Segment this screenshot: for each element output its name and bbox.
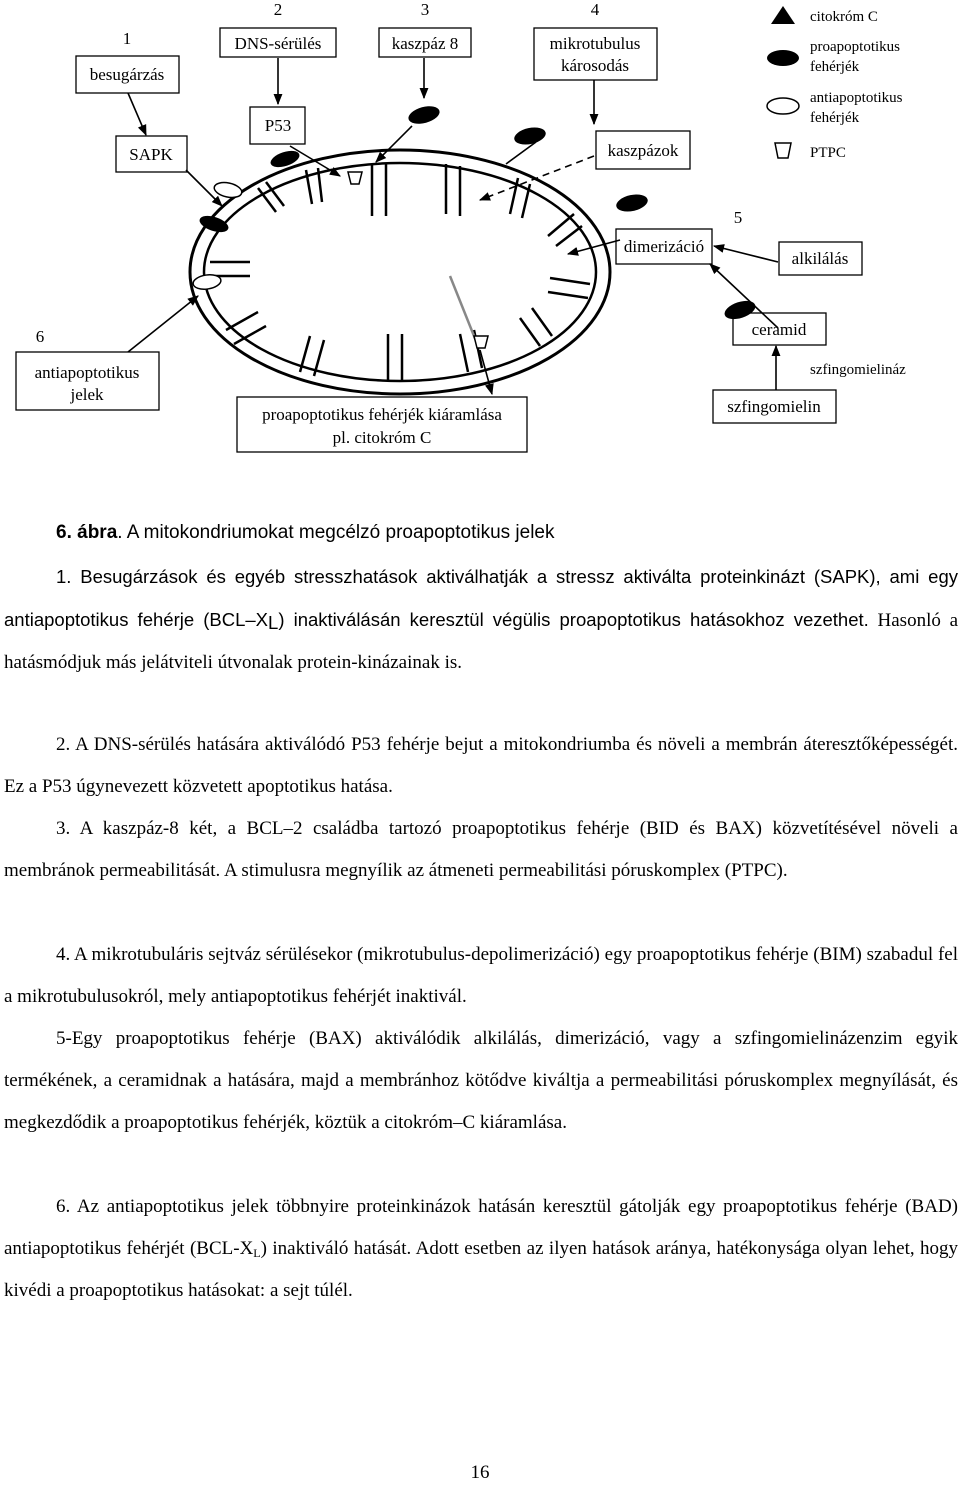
paragraph-6 bbox=[4, 1186, 958, 1312]
p2-text: 2. A DNS-sérülés hatására aktiválódó P53 fehérje bejut a mitokondriumba és növeli a membrán áteresztőképességét. Ez a P53 úgynevezett közvetett apoptotikus hatása. bbox=[4, 734, 958, 797]
box-dimerizacio: dimerizáció bbox=[623, 237, 705, 256]
box-p53: P53 bbox=[264, 116, 292, 135]
paragraph-3 bbox=[4, 808, 958, 892]
box-mikrotubulus: mikrotubulus bbox=[549, 34, 641, 53]
proapoptotic-protein-icon bbox=[198, 103, 758, 322]
box-sapk: SAPK bbox=[129, 145, 173, 164]
paragraph-2 bbox=[4, 724, 958, 808]
step-number: 6 bbox=[35, 327, 45, 346]
paragraph-5 bbox=[4, 1018, 958, 1144]
box-mikrotubulus-2: károsodás bbox=[561, 56, 629, 75]
legend-antiapoptotic-2: fehérjék bbox=[810, 110, 860, 126]
caption-text: . A mitokondriumokat megcélzó proapoptotikus jelek bbox=[117, 522, 555, 543]
box-kiaramlas: proapoptotikus fehérjék kiáramlása bbox=[262, 405, 502, 424]
cytochrome-c-triangle-icon bbox=[771, 6, 795, 24]
mitochondrion bbox=[190, 150, 610, 394]
step-number: 2 bbox=[273, 0, 283, 19]
paragraph-1 bbox=[4, 556, 958, 684]
box-ceramid: ceramid bbox=[751, 320, 807, 339]
box-dns-serules: DNS-sérülés bbox=[234, 34, 322, 53]
legend-ptpc: PTPC bbox=[810, 145, 846, 161]
p1-text-3: Hasonló a hatásmódjuk más jelátviteli útvonalak protein-kinázainak is. bbox=[4, 610, 959, 673]
p3-text: 3. A kaszpáz-8 két, a BCL–2 családba tartozó proapoptotikus fehérje (BID és BAX) közvetítésével növeli a membránok permeabilitását. A stimulusra megnyílik az átmeneti permeabilitási póruskomplex (PTPC). bbox=[4, 818, 958, 881]
p4-text: 4. A mikrotubuláris sejtváz sérülésekor (mikrotubulus-depolimerizáció) egy proapoptotikus fehérje (BIM) szabadul fel a mikrotubulusokról, mely antiapoptotikus fehérjét inaktivál. bbox=[4, 944, 958, 1007]
page-number: 16 bbox=[470, 1462, 490, 1483]
p1-text: 1. Besugárzások és egyéb stresszhatások aktiválhatják a stressz aktiválta proteinkinázt (SAPK), ami egy antiapoptotikus fehérje (BCL–X bbox=[4, 566, 958, 630]
step-number: 5 bbox=[733, 208, 743, 227]
box-antiapoptotikus-jelek: antiapoptotikus bbox=[34, 363, 140, 382]
proapoptotic-legend-icon bbox=[767, 50, 799, 66]
ptpc-legend-icon bbox=[775, 143, 791, 158]
p1-subscript: L bbox=[268, 612, 279, 633]
legend-cytochrome-c: citokróm C bbox=[810, 9, 878, 25]
box-kaszpazok: kaszpázok bbox=[607, 141, 679, 160]
box-kiaramlas-2: pl. citokróm C bbox=[332, 428, 432, 447]
legend-proapoptotic-2: fehérjék bbox=[810, 59, 860, 75]
p6-subscript: L bbox=[253, 1246, 261, 1260]
cristae bbox=[210, 164, 590, 380]
enzyme-label: szfingomielináz bbox=[810, 362, 906, 378]
step-number: 3 bbox=[420, 0, 430, 19]
legend-antiapoptotic: antiapoptotikus bbox=[810, 90, 903, 106]
step-number: 1 bbox=[122, 29, 132, 48]
caption-label: 6. ábra bbox=[56, 522, 118, 543]
legend bbox=[767, 6, 903, 161]
paragraph-4 bbox=[4, 934, 958, 1018]
antiapoptotic-legend-icon bbox=[767, 98, 799, 114]
p6-text-2: ) inaktiváló hatását. Adott esetben az ilyen hatások aránya, hatékonysága olyan lehet, hogy kivédi a proapoptotikus hatásokat: a sejt túlél. bbox=[4, 1238, 958, 1301]
diagram-boxes bbox=[16, 28, 862, 452]
step-number: 4 bbox=[590, 0, 600, 19]
box-kaszpaz8: kaszpáz 8 bbox=[391, 34, 459, 53]
figure-caption bbox=[56, 519, 555, 547]
p5-text: 5-Egy proapoptotikus fehérje (BAX) aktiválódik alkilálás, dimerizáció, vagy a szfingomielinázenzim egyik termékének, a ceramidnak a hatására, majd a membránhoz kötődve kiváltja a permeabilitási póruskomplex megnyílását, és megkezdődik a proapoptotikus fehérjék, köztük a citokróm–C kiáramlása. bbox=[4, 1028, 958, 1133]
box-besugarzas: besugárzás bbox=[89, 65, 165, 84]
box-antiapoptotikus-jelek-2: jelek bbox=[70, 385, 104, 404]
box-alkilalas: alkilálás bbox=[791, 249, 849, 268]
legend-proapoptotic: proapoptotikus bbox=[810, 39, 900, 55]
p6-text: 6. Az antiapoptotikus jelek többnyire proteinkinázok hatásán keresztül gátolják egy proapoptotikus fehérje (BAD) antiapoptotikus fehérjét (BCL-X bbox=[4, 1196, 958, 1259]
mitochondria-signaling-diagram bbox=[0, 0, 960, 470]
box-szfingomielin: szfingomielin bbox=[727, 397, 821, 416]
p1-text-2: ) inaktiválásán keresztül végülis proapoptotikus hatásokhoz vezethet. bbox=[278, 609, 869, 630]
